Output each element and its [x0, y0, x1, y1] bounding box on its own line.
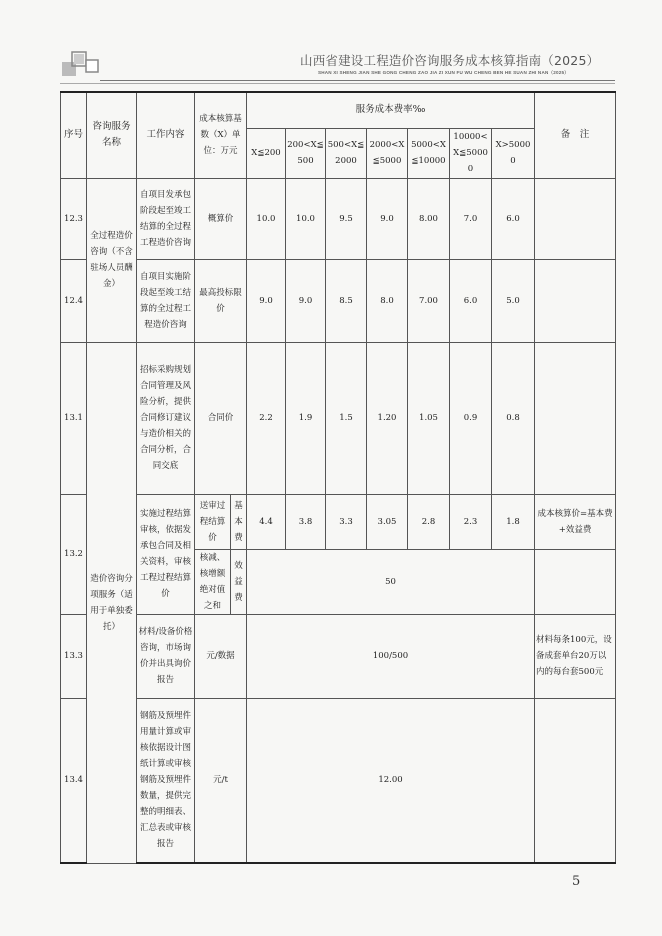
row-remark: 成本核算价=基本费+效益费: [535, 494, 616, 549]
rate-value: 1.05: [408, 342, 450, 494]
row-base: 概算价: [195, 178, 247, 259]
row-remark: [535, 698, 616, 863]
row-content: 钢筋及预埋件用量计算或审核依据设计图纸计算或审核钢筋及预埋件数量，提供完整的明细表、汇总表或审核报告: [137, 698, 195, 863]
range-2: 200<X≦500: [286, 128, 326, 178]
rate-value: 3.05: [367, 494, 408, 549]
rate-value: 10.0: [247, 178, 286, 259]
row-seq: 13.2: [61, 494, 87, 614]
row-content: 材料/设备价格咨询，市场询价并出具询价报告: [137, 614, 195, 698]
range-5: 5000<X≦10000: [408, 128, 450, 178]
rate-value: 7.0: [450, 178, 492, 259]
rate-value: 2.2: [247, 342, 286, 494]
row-base-a: 送审过程结算价: [195, 494, 231, 549]
header-logo-icon: [60, 50, 102, 82]
benefit-value: 50: [247, 549, 535, 614]
rate-value: 10.0: [286, 178, 326, 259]
rate-value: 8.00: [408, 178, 450, 259]
row-remark: [535, 259, 616, 342]
table-row: [61, 494, 616, 549]
row-seq: 13.4: [61, 698, 87, 863]
header-base: 成本核算基数（X）单位：万元: [195, 92, 247, 178]
table-row: [61, 614, 616, 698]
range-1: X≦200: [247, 128, 286, 178]
header-rule-secondary: [60, 83, 615, 84]
rate-value: 0.9: [450, 342, 492, 494]
header-title: 山西省建设工程造价咨询服务成本核算指南（2025）: [300, 53, 600, 68]
row-seq: 13.3: [61, 614, 87, 698]
rate-value: 2.3: [450, 494, 492, 549]
rate-value: 3.3: [326, 494, 367, 549]
rate-value: 9.0: [286, 259, 326, 342]
header-content: 工作内容: [137, 92, 195, 178]
range-3: 500<X≦2000: [326, 128, 367, 178]
rate-value: 7.00: [408, 259, 450, 342]
row-content: 实施过程结算审核，依据发承包合同及相关资料，审核工程过程结算价: [137, 494, 195, 614]
row-seq: 13.1: [61, 342, 87, 494]
range-4: 2000<X≦5000: [367, 128, 408, 178]
row-remark: [535, 549, 616, 614]
row-seq: 12.3: [61, 178, 87, 259]
header-service: 咨询服务名称: [87, 92, 137, 178]
header-rate: 服务成本费率‰: [247, 92, 535, 128]
rate-value: 9.5: [326, 178, 367, 259]
page-number: 5: [572, 874, 581, 889]
rate-value: 3.8: [286, 494, 326, 549]
table-row: [61, 178, 616, 259]
rate-value: 9.0: [247, 259, 286, 342]
rate-value: 8.0: [367, 259, 408, 342]
rate-value: 5.0: [492, 259, 535, 342]
row-base: 元/t: [195, 698, 247, 863]
service-name: 全过程造价咨询（不含驻场人员酬金）: [87, 178, 137, 342]
rate-value: 2.8: [408, 494, 450, 549]
rate-value: 9.0: [367, 178, 408, 259]
rate-value: 1.5: [326, 342, 367, 494]
rate-value: 8.5: [326, 259, 367, 342]
table-row: [61, 342, 616, 494]
row-base: 合同价: [195, 342, 247, 494]
header-subtitle: SHAN XI SHENG JIAN SHE GONG CHENG ZAO JIA ZI XUN FU WU CHENG BEN HE SUAN ZHI NAN（2025）: [318, 70, 570, 75]
row-base-b: 核减、核增额绝对值之和: [195, 549, 231, 614]
row-content: 招标采购规划合同管理及风险分析，提供合同修订建议与造价相关的合同分析，合同交底: [137, 342, 195, 494]
row-remark: [535, 178, 616, 259]
row-remark: 材料每条100元，设备成套单台20万以内的每台套500元: [535, 614, 616, 698]
fee-type-benefit: 效益费: [231, 549, 247, 614]
fee-type-basic: 基本费: [231, 494, 247, 549]
rate-value: 1.8: [492, 494, 535, 549]
rate-value: 1.9: [286, 342, 326, 494]
fee-table: [60, 91, 616, 864]
header-remark: 备 注: [535, 92, 616, 178]
rate-value: 1.20: [367, 342, 408, 494]
rate-value: 0.8: [492, 342, 535, 494]
header-rule: [100, 80, 615, 81]
rate-value: 4.4: [247, 494, 286, 549]
row-content: 自项目发承包阶段起至竣工结算的全过程工程造价咨询: [137, 178, 195, 259]
service-name: 造价咨询分项服务（适用于单独委托）: [87, 342, 137, 863]
rate-value: 6.0: [492, 178, 535, 259]
row-value: 12.00: [247, 698, 535, 863]
rate-value: 6.0: [450, 259, 492, 342]
range-7: X>50000: [492, 128, 535, 178]
row-seq: 12.4: [61, 259, 87, 342]
table-row: [61, 259, 616, 342]
row-content: 自项目实施阶段起至竣工结算的全过程工程造价咨询: [137, 259, 195, 342]
row-base: 元/数据: [195, 614, 247, 698]
row-remark: [535, 342, 616, 494]
table-row: [61, 698, 616, 863]
range-6: 10000<X≦50000: [450, 128, 492, 178]
row-value: 100/500: [247, 614, 535, 698]
row-base: 最高投标限价: [195, 259, 247, 342]
header-seq: 序号: [61, 92, 87, 178]
